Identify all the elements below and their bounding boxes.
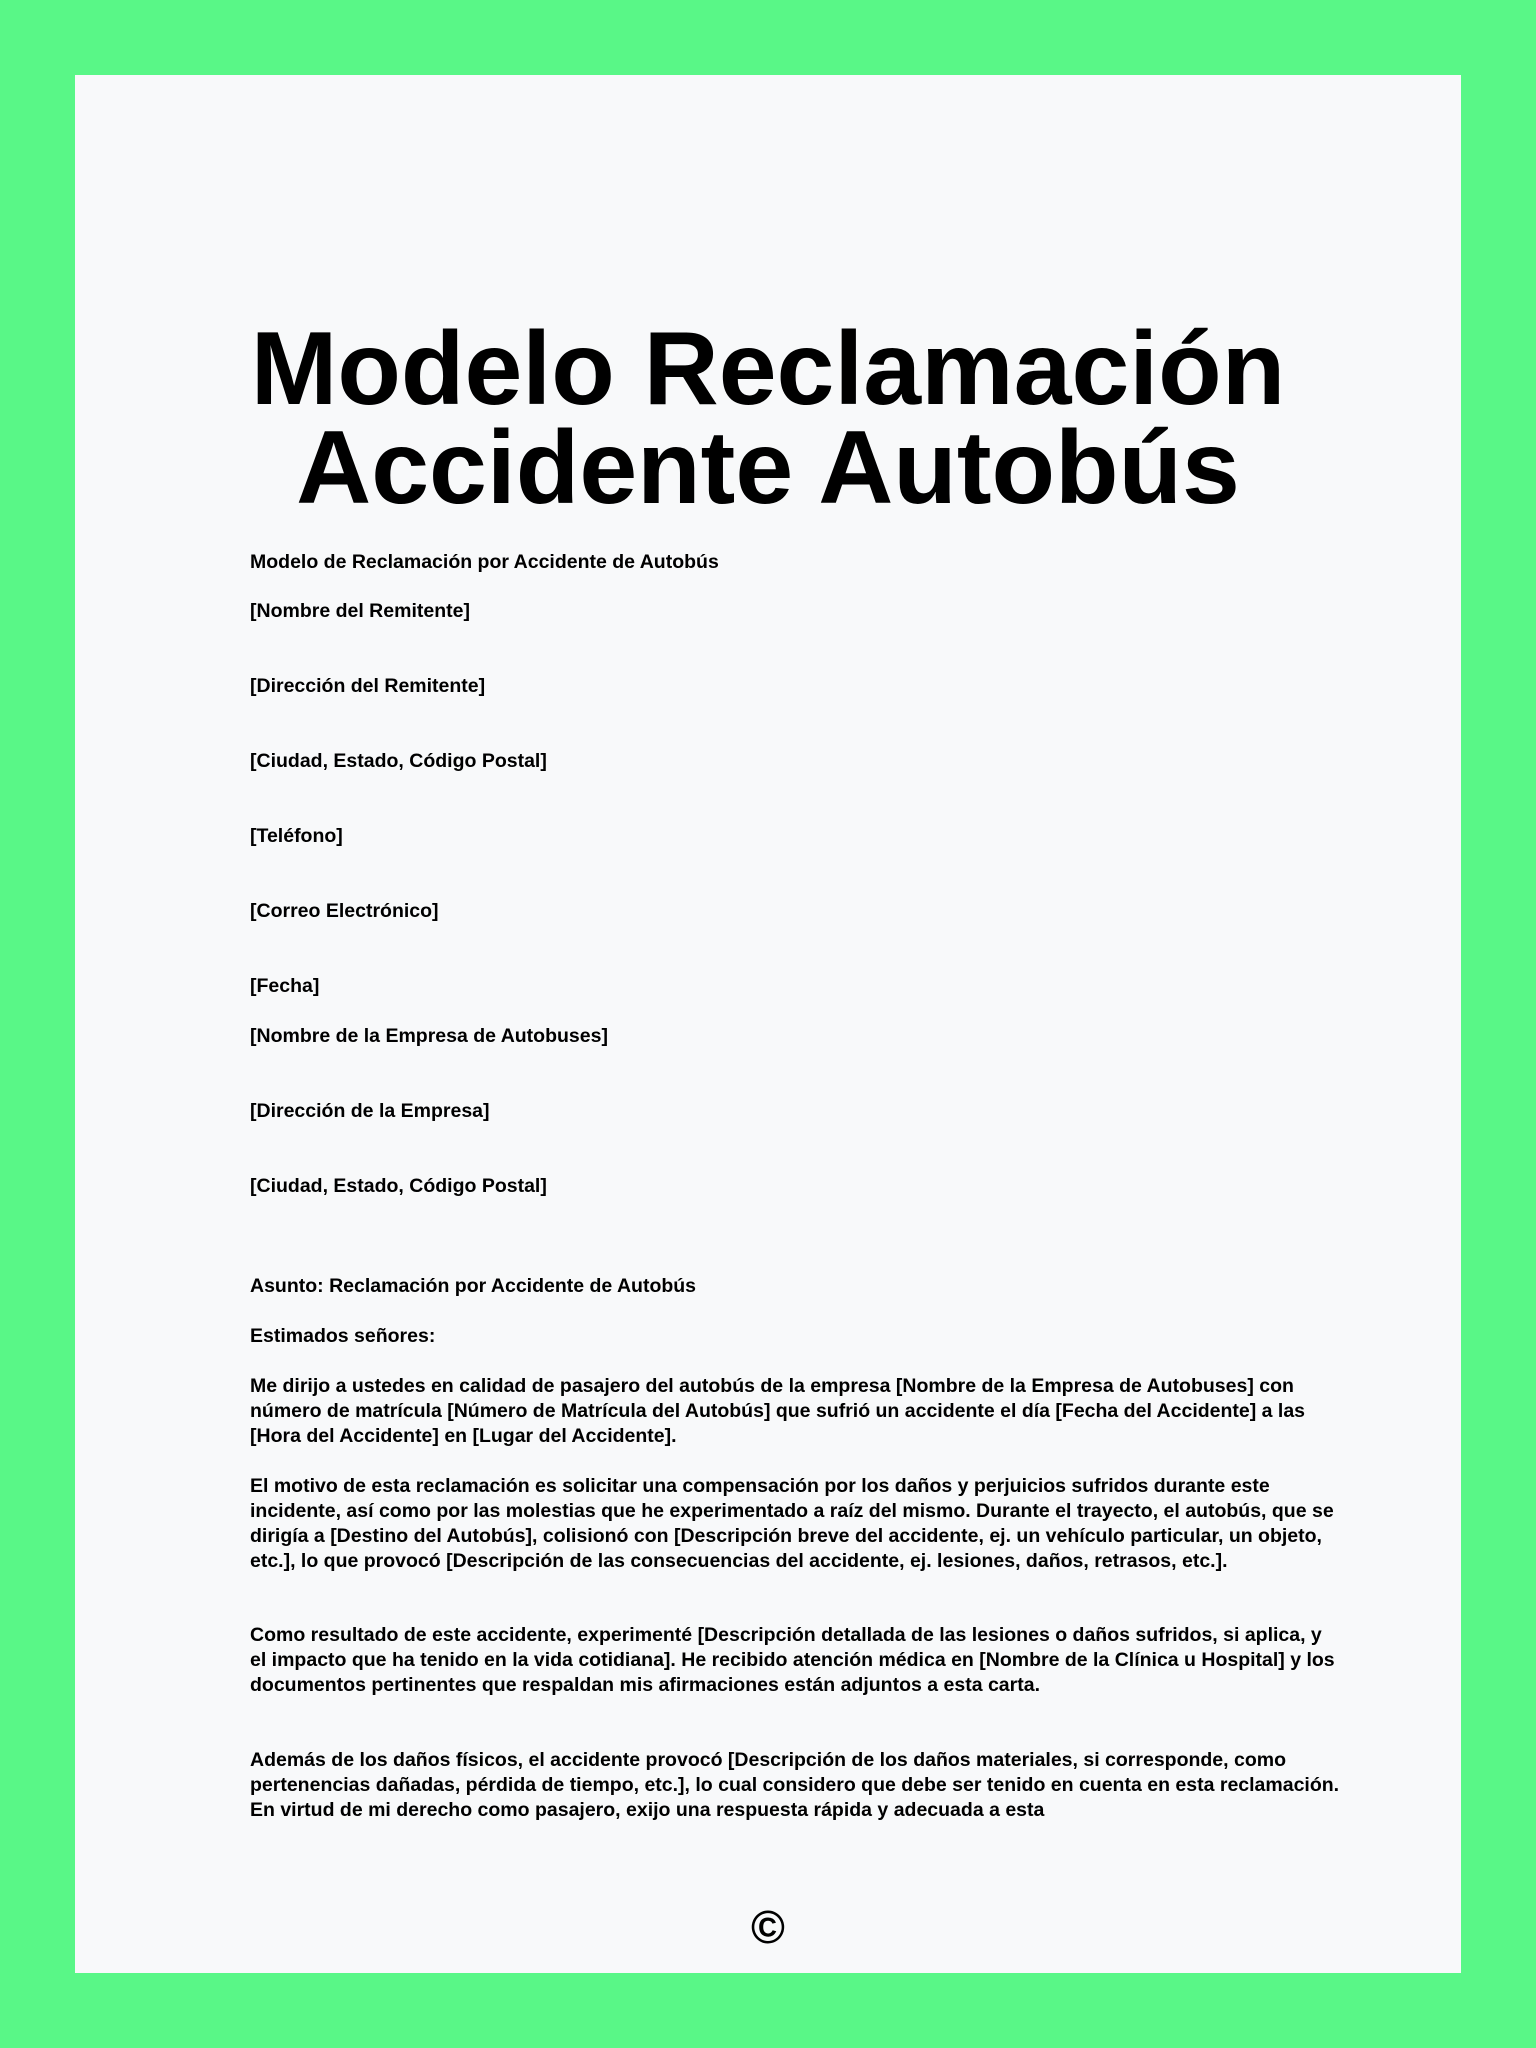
sender-city: [Ciudad, Estado, Código Postal] <box>250 750 547 772</box>
sender-name: [Nombre del Remitente] <box>250 600 470 622</box>
sender-email: [Correo Electrónico] <box>250 900 439 922</box>
sender-phone: [Teléfono] <box>250 825 343 847</box>
body-paragraph: El motivo de esta reclamación es solicitar una compensación por los daños y perjuicios sufridos durante este incidente, así como por las molestias que he experimentado a raíz del mismo. Durante el trayecto, el autobús, que se dirigía a [Destino del Autobús], colisionó con [Descripción breve del accidente, ej. un vehículo particular, un objeto, etc.], lo que provocó [Descripción de las consecuencias del accidente, ej. lesiones, daños, retrasos, etc.]. <box>250 1475 1334 1572</box>
letter-greeting: Estimados señores: <box>250 1325 436 1347</box>
sender-address: [Dirección del Remitente] <box>250 675 486 697</box>
letter-subject: Asunto: Reclamación por Accidente de Autobús <box>250 1275 697 1297</box>
recipient-address: [Dirección de la Empresa] <box>250 1100 490 1122</box>
recipient-city: [Ciudad, Estado, Código Postal] <box>250 1175 547 1197</box>
recipient-name: [Nombre de la Empresa de Autobuses] <box>250 1025 608 1047</box>
letter-date: [Fecha] <box>250 975 320 997</box>
body-paragraph: Me dirijo a ustedes en calidad de pasajero del autobús de la empresa [Nombre de la Empresa de Autobuses] con número de matrícula [Número de Matrícula del Autobús] que sufrió un accidente el día [Fecha del Accidente] a las [Hora del Accidente] en [Lugar del Accidente]. <box>250 1375 1306 1447</box>
document-title <box>75 311 1461 526</box>
copyright-icon: © <box>751 1901 785 1953</box>
title-line-1: Modelo Reclamación <box>250 311 1286 427</box>
document-page <box>75 75 1461 1973</box>
letter-heading: Modelo de Reclamación por Accidente de Autobús <box>250 551 719 573</box>
body-paragraph: Como resultado de este accidente, experimenté [Descripción detallada de las lesiones o daños sufridos, si aplica, y el impacto que ha tenido en la vida cotidiana]. He recibido atención médica en [Nombre de la Clínica u Hospital] y los documentos pertinentes que respaldan mis afirmaciones están adjuntos a esta carta. <box>250 1624 1335 1696</box>
body-paragraph: Además de los daños físicos, el accidente provocó [Descripción de los daños materiales, si corresponde, como pertenencias dañadas, pérdida de tiempo, etc.], lo cual considero que debe ser tenido en cuenta en esta reclamación. En virtud de mi derecho como pasajero, exijo una respuesta rápida y adecuada a esta <box>250 1749 1340 1821</box>
title-line-2: Accidente Autobús <box>296 410 1240 526</box>
